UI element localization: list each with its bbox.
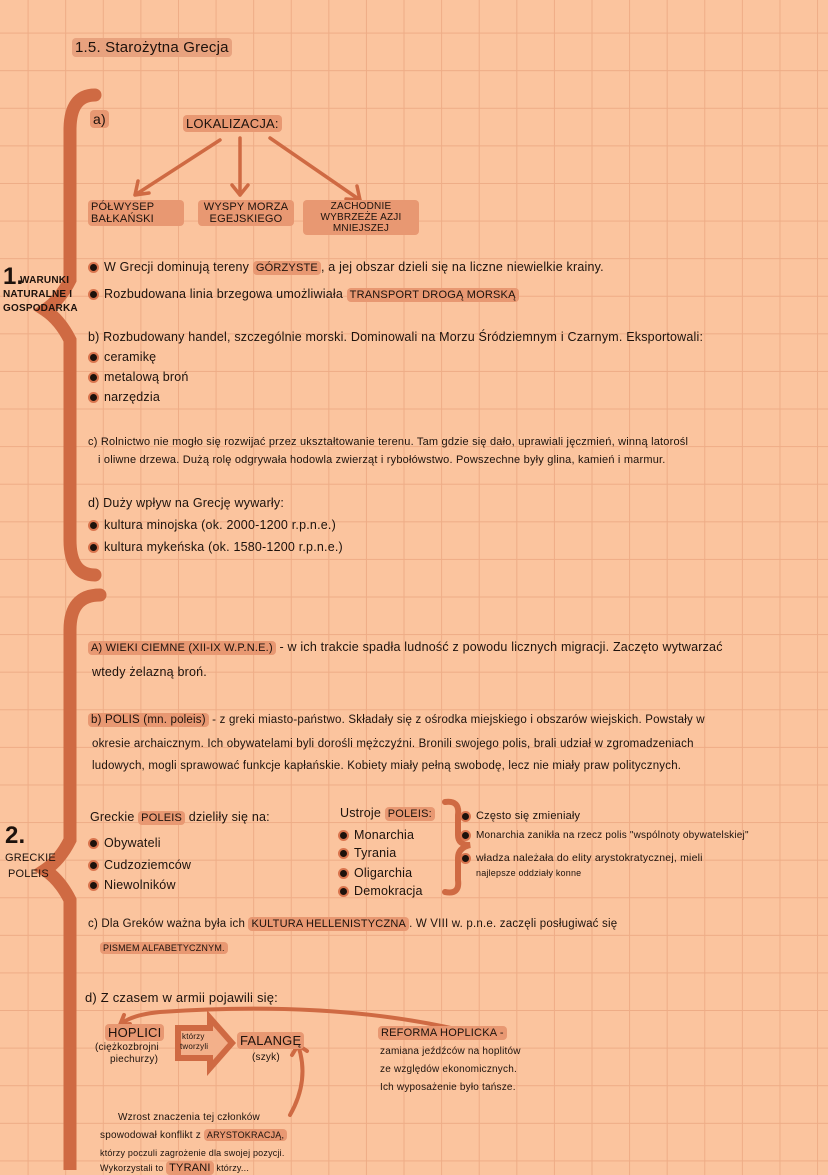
- arrow-label-1: którzy: [182, 1032, 205, 1041]
- reforma-line: Ich wyposażenie było tańsze.: [380, 1082, 516, 1093]
- highlight: TYRANI: [166, 1161, 214, 1175]
- text: Obywateli: [104, 836, 161, 850]
- point-d: d) Duży wpływ na Grecję wywarły:: [88, 496, 285, 510]
- section1-heading-1: WARUNKI: [20, 275, 70, 286]
- lokalizacja-heading: LOKALIZACJA:: [183, 115, 282, 132]
- text: kultura minojska (ok. 2000-1200 r.p.n.e.): [104, 518, 336, 532]
- list-item: [90, 878, 176, 892]
- place-aegean: WYSPY MORZA EGEJSKIEGO: [198, 200, 294, 226]
- text: spowodował konflikt z: [100, 1130, 201, 1141]
- wzrost-line: [100, 1162, 249, 1174]
- reforma-heading: REFORMA HOPLICKA -: [378, 1026, 507, 1040]
- point-b-line3: ludowych, mogli sprawować funkcje kapłańskie. Kobiety miały pełną swobodę, lecz nie miały praw politycznych.: [92, 760, 682, 772]
- text: Oligarchia: [354, 866, 413, 880]
- wzrost-arrow: [290, 1045, 307, 1115]
- text: Ustroje: [340, 806, 381, 820]
- arrow-left: [135, 140, 220, 195]
- section1-heading-2: NATURALNE I: [3, 289, 73, 300]
- text: Monarchia: [354, 828, 415, 842]
- highlight: POLEIS: [138, 811, 185, 825]
- ustroje-note: [462, 830, 749, 841]
- highlight: GÓRZYSTE: [253, 261, 321, 275]
- arrow-right: [270, 138, 360, 200]
- point-d: d) Z czasem w armii pojawili się:: [85, 990, 278, 1005]
- text: , a jej obszar dzieli się na liczne niewielkie krainy.: [320, 260, 604, 274]
- list-item: [90, 390, 160, 404]
- highlight: ARYSTOKRACJĄ,: [204, 1129, 287, 1141]
- text: Monarchia zanikła na rzecz polis "wspólnoty obywatelskiej": [476, 830, 749, 841]
- text: ceramikę: [104, 350, 157, 364]
- bullet-transport: [90, 287, 519, 301]
- section2-number: 2.: [5, 822, 26, 849]
- text: - z greki miasto-państwo. Składały się z ośrodka miejskiego i obszarów wiejskich. Powstały w: [212, 714, 705, 726]
- point-c-line1: c) Rolnictwo nie mogło się rozwijać przez ukształtowanie terenu. Tam gdzie się dało, uprawiali jęczmień, winną latorośl: [88, 436, 689, 448]
- place-asia-minor: ZACHODNIE WYBRZEŻE AZJI MNIEJSZEJ: [303, 200, 419, 235]
- text: metalową broń: [104, 370, 189, 384]
- list-item: [340, 828, 414, 842]
- section2-heading-1: GRECKIE: [5, 852, 56, 864]
- falange-sub: (szyk): [252, 1052, 280, 1063]
- text: kultura mykeńska (ok. 1580-1200 r.p.n.e.): [104, 540, 343, 554]
- list-item: [340, 866, 412, 880]
- wzrost-line: [100, 1130, 287, 1141]
- highlight: KULTURA HELLENISTYCZNA: [248, 917, 409, 931]
- list-item: [90, 540, 343, 554]
- section1-heading-3: GOSPODARKA: [3, 303, 78, 314]
- text: c) Dla Greków ważna była ich: [88, 918, 246, 930]
- point-c-line2: i oliwne drzewa. Dużą rolę odgrywała hodowla zwierząt i rybołówstwo. Powszechne były glina, kamień i marmur.: [98, 454, 666, 466]
- ustroje-heading: [340, 806, 435, 820]
- text: Greckie: [90, 810, 135, 824]
- text: władza należała do elity arystokratycznej, mieli: [476, 852, 703, 864]
- point-b-line2: okresie archaicznym. Ich obywatelami byli dorośli mężczyźni. Bronili swojego polis, brali udział w zgromadzeniach: [92, 738, 694, 750]
- point-b: b) Rozbudowany handel, szczególnie morski. Dominowali na Morzu Śródziemnym i Czarnym. Eksportowali:: [88, 330, 704, 344]
- text: Cudzoziemców: [104, 858, 192, 872]
- point-a: [88, 640, 723, 654]
- reforma-line: ze względów ekonomicznych.: [380, 1064, 517, 1075]
- text: W Grecji dominują tereny: [104, 260, 250, 274]
- highlight: b) POLIS (mn. poleis): [88, 713, 209, 727]
- point-a-line2: wtedy żelazną broń.: [92, 665, 207, 679]
- pismo-alfabetyczne: PISMEM ALFABETYCZNYM.: [100, 942, 228, 954]
- wzrost-line: którzy poczuli zagrożenie dla swojej pozycji.: [100, 1148, 285, 1158]
- text: którzy...: [216, 1163, 250, 1173]
- page-title: 1.5. Starożytna Grecja: [72, 38, 232, 57]
- hoplici-sub-1: (ciężkozbrojni: [95, 1042, 159, 1053]
- list-item: [90, 370, 189, 384]
- list-item: [90, 858, 191, 872]
- point-b: [88, 714, 705, 726]
- text: Często się zmieniały: [476, 810, 581, 822]
- place-balkan: PÓŁWYSEP BAŁKAŃSKI: [88, 200, 184, 226]
- section2-heading-2: POLEIS: [8, 868, 49, 880]
- ustroje-note-cont: najlepsze oddziały konne: [476, 868, 582, 878]
- highlight: TRANSPORT DROGĄ MORSKĄ: [347, 288, 519, 302]
- list-item: [340, 884, 423, 898]
- bullet-gorzyste: [90, 260, 604, 274]
- text: Rozbudowana linia brzegowa umożliwiała: [104, 287, 343, 301]
- text: Wykorzystali to: [100, 1163, 164, 1173]
- text: - w ich trakcie spadła ludność z powodu licznych migracji. Zaczęto wytwarzać: [279, 640, 723, 654]
- poleis-division: [90, 810, 270, 824]
- list-item: [340, 846, 396, 860]
- ustroje-note: [462, 852, 703, 864]
- ustroje-note: [462, 810, 580, 822]
- hoplici-label: HOPLICI: [105, 1024, 164, 1041]
- text: dzieliły się na:: [188, 810, 270, 824]
- reforma-line: zamiana jeźdźców na hoplitów: [380, 1046, 521, 1057]
- list-item: [90, 518, 336, 532]
- hoplici-sub-2: piechurzy): [110, 1054, 159, 1065]
- label-a: a): [90, 110, 109, 128]
- highlight: POLEIS:: [385, 807, 435, 821]
- list-item: [90, 350, 156, 364]
- text: narzędzia: [104, 390, 160, 404]
- list-item: [90, 836, 161, 850]
- section1-number: 1.: [3, 263, 24, 290]
- highlight: A) WIEKI CIEMNE (XII-IX W.P.N.E.): [88, 641, 276, 655]
- text: . W VIII w. p.n.e. zaczęli posługiwać się: [409, 918, 618, 930]
- falange-label: FALANGĘ: [237, 1032, 304, 1049]
- text: Tyrania: [354, 846, 397, 860]
- point-c: [88, 918, 617, 930]
- text: Demokracja: [354, 884, 423, 898]
- arrow-mid: [232, 138, 248, 195]
- wzrost-line: Wzrost znaczenia tej członków: [118, 1112, 260, 1123]
- arrow-label-2: tworzyli: [180, 1042, 209, 1051]
- text: Niewolników: [104, 878, 176, 892]
